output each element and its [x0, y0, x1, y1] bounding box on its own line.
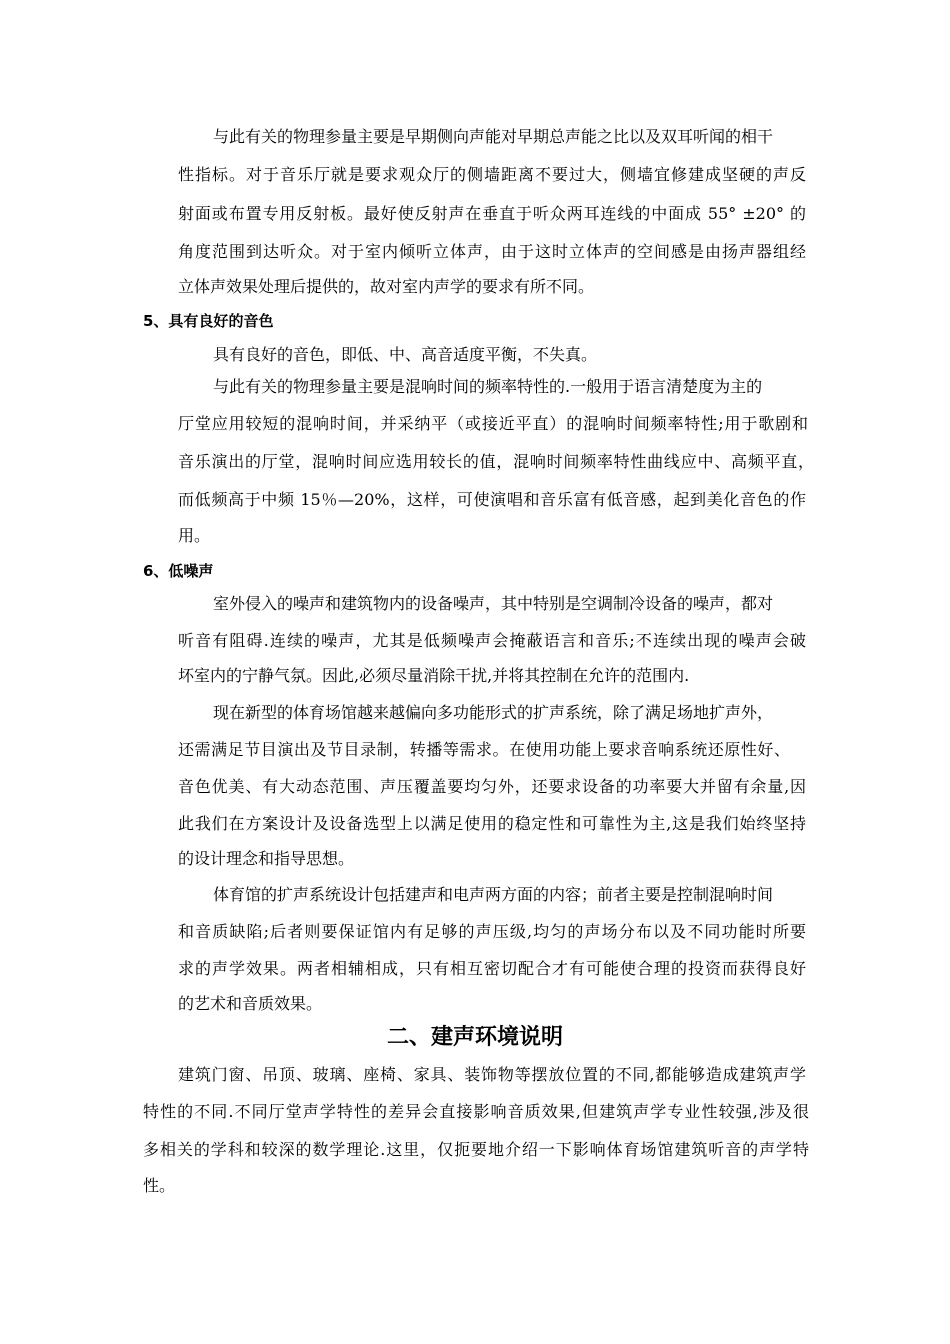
paragraph-line: 性。: [143, 1176, 176, 1195]
section-heading: 6、低噪声: [143, 562, 214, 580]
paragraph-line: 角度范围到达听众。对于室内倾听立体声，由于这时立体声的空间感是由扬声器组经: [178, 242, 806, 261]
paragraph-line: 和音质缺陷;后者则要保证馆内有足够的声压级,均匀的声场分布以及不同功能时所要: [178, 922, 806, 941]
paragraph-line: 建筑门窗、吊顶、玻璃、座椅、家具、装饰物等摆放位置的不同,都能够造成建筑声学: [178, 1065, 806, 1084]
section-heading: 5、具有良好的音色: [143, 312, 274, 330]
paragraph-line: 射面或布置专用反射板。最好使反射声在垂直于听众两耳连线的中面成 55° ±20° 的: [178, 204, 806, 223]
paragraph-line: 多相关的学科和较深的数学理论.这里，仅扼要地介绍一下影响体育场馆建筑听音的声学特: [143, 1140, 809, 1159]
paragraph-line: 性指标。对于音乐厅就是要求观众厅的侧墙距离不要过大，侧墙宜修建成坚硬的声反: [178, 165, 806, 184]
paragraph-line: 此我们在方案设计及设备选型上以满足使用的稳定性和可靠性为主,这是我们始终坚持: [178, 814, 806, 833]
paragraph-line: 的设计理念和指导思想。: [178, 849, 355, 868]
paragraph-line: 坏室内的宁静气氛。因此,必须尽量消除干扰,并将其控制在允许的范围内.: [178, 666, 690, 685]
paragraph-line: 室外侵入的噪声和建筑物内的设备噪声，其中特别是空调制冷设备的噪声，都对: [213, 594, 774, 613]
paragraph-line: 立体声效果处理后提供的，故对室内声学的要求有所不同。: [178, 277, 595, 296]
paragraph-line: 听音有阻碍.连续的噪声，尤其是低频噪声会掩蔽语言和音乐;不连续出现的噪声会破: [178, 631, 806, 650]
paragraph-line: 体育馆的扩声系统设计包括建声和电声两方面的内容；前者主要是控制混响时间: [213, 885, 774, 904]
paragraph-line: 用。: [178, 526, 211, 545]
paragraph-line: 与此有关的物理参量主要是混响时间的频率特性的.一般用于语言清楚度为主的: [213, 377, 763, 396]
paragraph-line: 具有良好的音色，即低、中、高音适度平衡，不失真。: [213, 345, 598, 364]
paragraph-line: 还需满足节目演出及节目录制，转播等需求。在使用功能上要求音响系统还原性好、: [178, 740, 790, 759]
paragraph-line: 求的声学效果。两者相辅相成，只有相互密切配合才有可能使合理的投资而获得良好: [178, 959, 806, 978]
paragraph-line: 的艺术和音质效果。: [178, 994, 323, 1013]
paragraph-line: 与此有关的物理参量主要是早期侧向声能对早期总声能之比以及双耳听闻的相干: [213, 127, 774, 146]
paragraph-line: 音乐演出的厅堂，混响时间应选用较长的值，混响时间频率特性曲线应中、高频平直，: [178, 452, 814, 471]
paragraph-line: 厅堂应用较短的混响时间，并采纳平（或接近平直）的混响时间频率特性;用于歌剧和: [178, 414, 808, 433]
section-title: 二、建声环境说明: [386, 1025, 563, 1050]
paragraph-line: 特性的不同.不同厅堂声学特性的差异会直接影响音质效果,但建筑声学专业性较强,涉及很: [143, 1102, 809, 1121]
paragraph-line: 而低频高于中频 15％—20%，这样，可使演唱和音乐富有低音感，起到美化音色的作: [178, 490, 806, 509]
paragraph-line: 音色优美、有大动态范围、声压覆盖要均匀外，还要求设备的功率要大并留有余量,因: [178, 777, 806, 796]
paragraph-line: 现在新型的体育场馆越来越偏向多功能形式的扩声系统，除了满足场地扩声外，: [213, 703, 774, 722]
